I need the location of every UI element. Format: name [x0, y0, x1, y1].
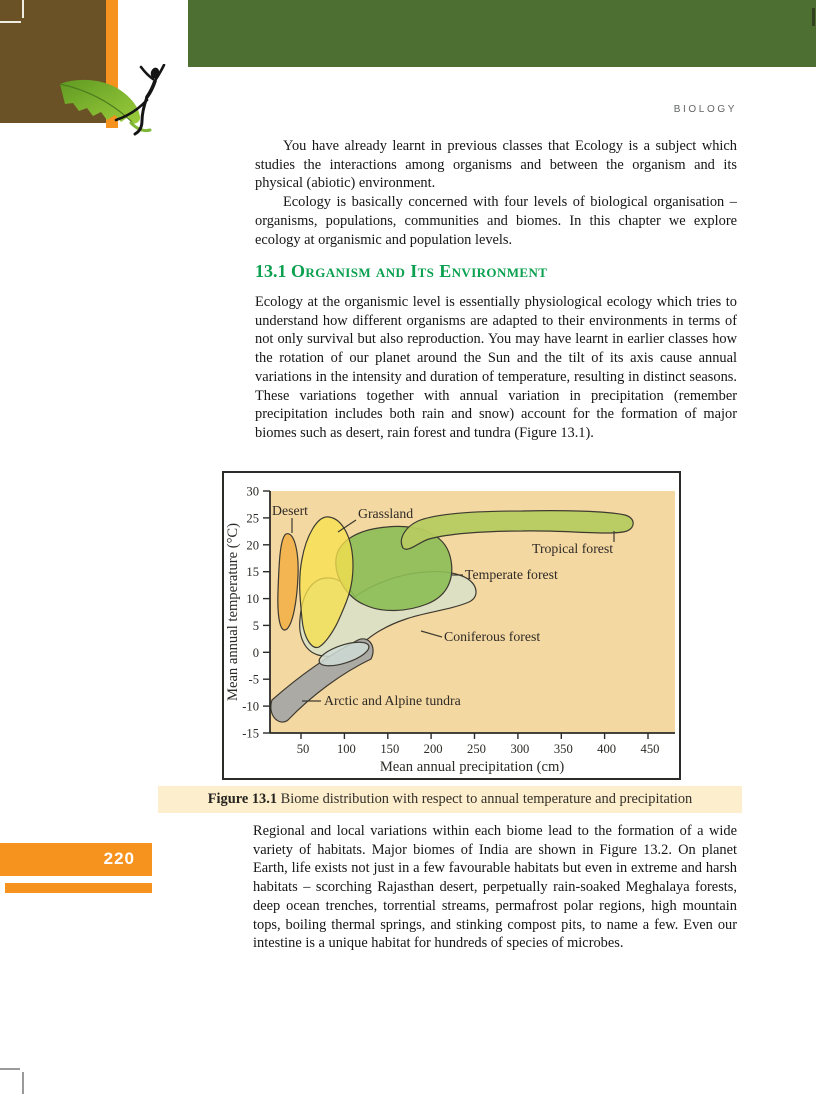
svg-text:-10: -10	[242, 699, 259, 714]
paragraph: Ecology at the organismic level is essentially physiological ecology which tries to understand how different organisms are adapted to their environments in terms of not only survival but also reproduction. You may have learnt in earlier classes how the rotation of our planet around the Sun and the tilt of its axis cause annual variations in the intensity and duration of temperature, resulting in distinct seasons. These variations together with annual variation in precipitation (remember precipitation includes both rain and snow) account for the formation of major biomes such as desert, rain forest and tundra (Figure 13.1).	[255, 294, 737, 441]
section-number: 13.1	[255, 261, 287, 281]
x-axis-label: Mean annual precipitation (cm)	[379, 759, 565, 775]
biome-chart	[224, 473, 679, 778]
section-title: Organism and Its Environment	[291, 261, 548, 281]
ncert-leaf-logo-icon	[58, 64, 178, 136]
svg-text:10: 10	[246, 592, 259, 607]
svg-text:-5: -5	[248, 672, 259, 687]
tundra-label: Arctic and Alpine tundra	[324, 693, 461, 708]
paragraph: Regional and local variations within each biome lead to the formation of a wide variety of habitats. Major biomes of India are shown in Figure 13.2. On planet Earth, life exists not just in a few favourable habitats but even in extreme and harsh habitats – scorching Rajasthan desert, perpetually rain-soaked Meghalaya forests, deep ocean trenches, torrential streams, permafrost polar regions, high mountain tops, boiling thermal springs, and stinking compost pits, to name a few. Even our intestine is a unique habitat for hundreds of species of microbes.	[253, 823, 737, 952]
svg-text:200: 200	[423, 742, 443, 756]
svg-text:50: 50	[296, 742, 310, 756]
x-tick-labels	[297, 742, 660, 756]
intro-paragraphs	[255, 137, 737, 249]
y-tick-labels	[242, 485, 259, 741]
svg-text:300: 300	[510, 742, 530, 756]
closing-paragraph	[253, 822, 737, 953]
grassland-label: Grassland	[358, 506, 414, 521]
tropical-forest-label: Tropical forest	[532, 541, 614, 556]
figure-caption-text: Biome distribution with respect to annual temperature and precipitation	[277, 791, 693, 807]
svg-text:250: 250	[467, 742, 486, 756]
crop-mark-top-left	[22, 0, 24, 18]
y-tick-marks	[263, 491, 270, 733]
figure-caption-number: Figure 13.1	[207, 791, 278, 807]
x-tick-marks	[301, 733, 648, 739]
leaf-icon	[60, 80, 150, 131]
svg-text:30: 30	[246, 484, 259, 499]
svg-text:150: 150	[380, 742, 400, 756]
svg-text:25: 25	[246, 511, 259, 526]
paragraph: Ecology is basically concerned with four levels of biological organisation – organisms, populations, communities and biomes. In this chapter we explore ecology at organismic and population levels.	[255, 194, 737, 248]
y-axis-label: Mean annual temperature (°C)	[225, 522, 241, 702]
page-number-accent-strip	[5, 883, 152, 893]
crop-mark-bottom-left	[22, 1072, 24, 1094]
svg-text:-15: -15	[242, 726, 259, 741]
coniferous-forest-label: Coniferous forest	[444, 629, 541, 644]
page-number: 220	[103, 849, 135, 868]
section-body	[255, 293, 737, 443]
svg-text:5: 5	[252, 618, 259, 633]
running-head: BIOLOGY	[673, 104, 737, 115]
page-number-bar	[0, 843, 152, 876]
svg-text:450: 450	[640, 742, 660, 756]
svg-text:15: 15	[246, 565, 259, 580]
svg-text:400: 400	[597, 742, 617, 756]
svg-text:0: 0	[252, 645, 259, 660]
figure-13-1	[222, 471, 681, 780]
temperate-forest-label: Temperate forest	[465, 567, 558, 582]
svg-text:20: 20	[246, 538, 259, 553]
crop-mark-bottom-left	[0, 1068, 20, 1070]
paragraph: You have already learnt in previous classes that Ecology is a subject which studies the interactions among organisms and between the organism and its physical (abiotic) environment.	[255, 138, 737, 192]
header-green-bar	[188, 0, 816, 67]
desert-label: Desert	[272, 503, 309, 518]
crop-mark-top-right	[812, 8, 815, 26]
svg-text:100: 100	[336, 742, 356, 756]
section-heading	[255, 261, 737, 282]
svg-text:350: 350	[553, 742, 573, 756]
figure-caption	[158, 786, 742, 813]
crop-mark-top-left	[0, 21, 21, 23]
